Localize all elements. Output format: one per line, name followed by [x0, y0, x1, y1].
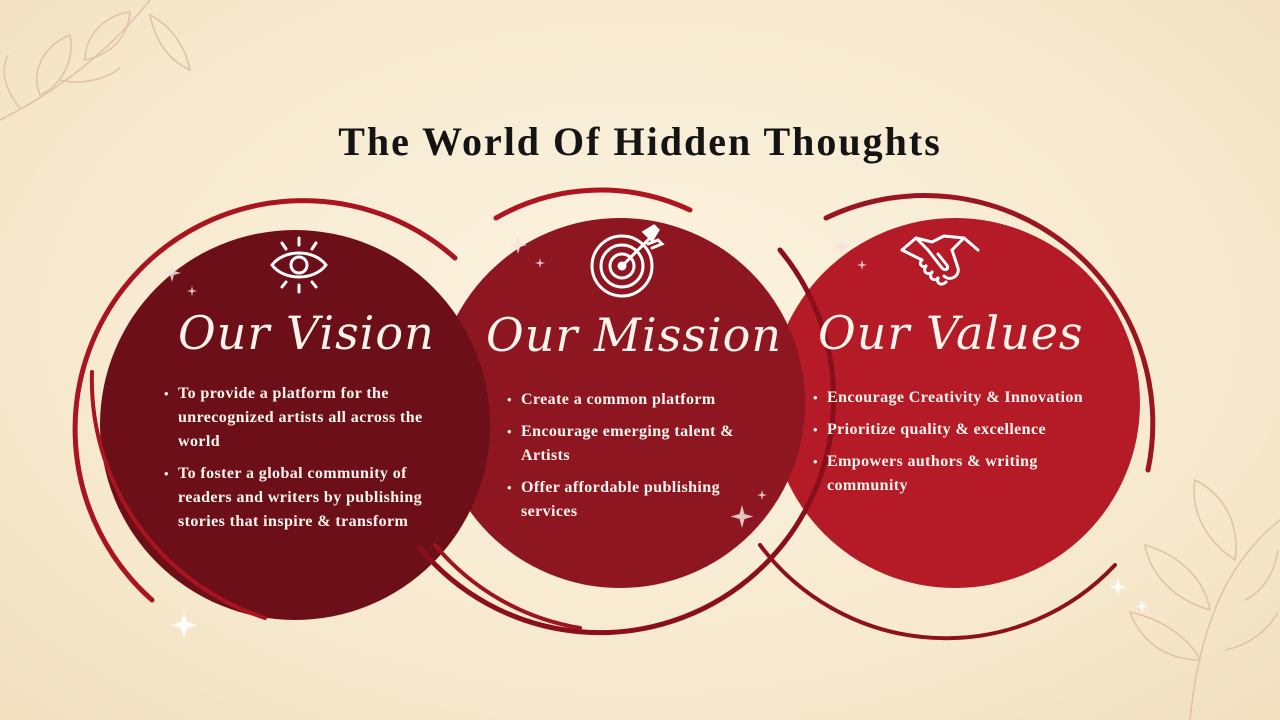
page-title: The World Of Hidden Thoughts: [338, 119, 942, 164]
values-heading: Our Values: [818, 306, 1084, 360]
list-item: • Encourage Creativity & Innovation: [813, 386, 1103, 410]
vision-heading: Our Vision: [178, 306, 435, 360]
list-item: • To foster a global community of readers and writers by publishing stories that inspire & transform: [164, 462, 454, 534]
list-item: • Prioritize quality & excellence: [813, 418, 1103, 442]
eye-icon: [266, 234, 332, 296]
leaf-branch-top-left: [0, 0, 190, 120]
list-item: • To provide a platform for the unrecognized artists all across the world: [164, 382, 454, 454]
list-item: • Encourage emerging talent & Artists: [507, 420, 769, 468]
mission-heading: Our Mission: [486, 308, 783, 362]
values-list: [813, 386, 1103, 506]
list-item: • Offer affordable publishing services: [507, 476, 769, 524]
handshake-icon: [898, 228, 982, 298]
mission-list: [507, 388, 769, 532]
leaf-branch-bottom-right: [1130, 480, 1280, 720]
target-arrow-icon: [586, 222, 666, 302]
list-item: • Create a common platform: [507, 388, 769, 412]
vision-list: [164, 382, 454, 542]
list-item: • Empowers authors & writing community: [813, 450, 1103, 498]
